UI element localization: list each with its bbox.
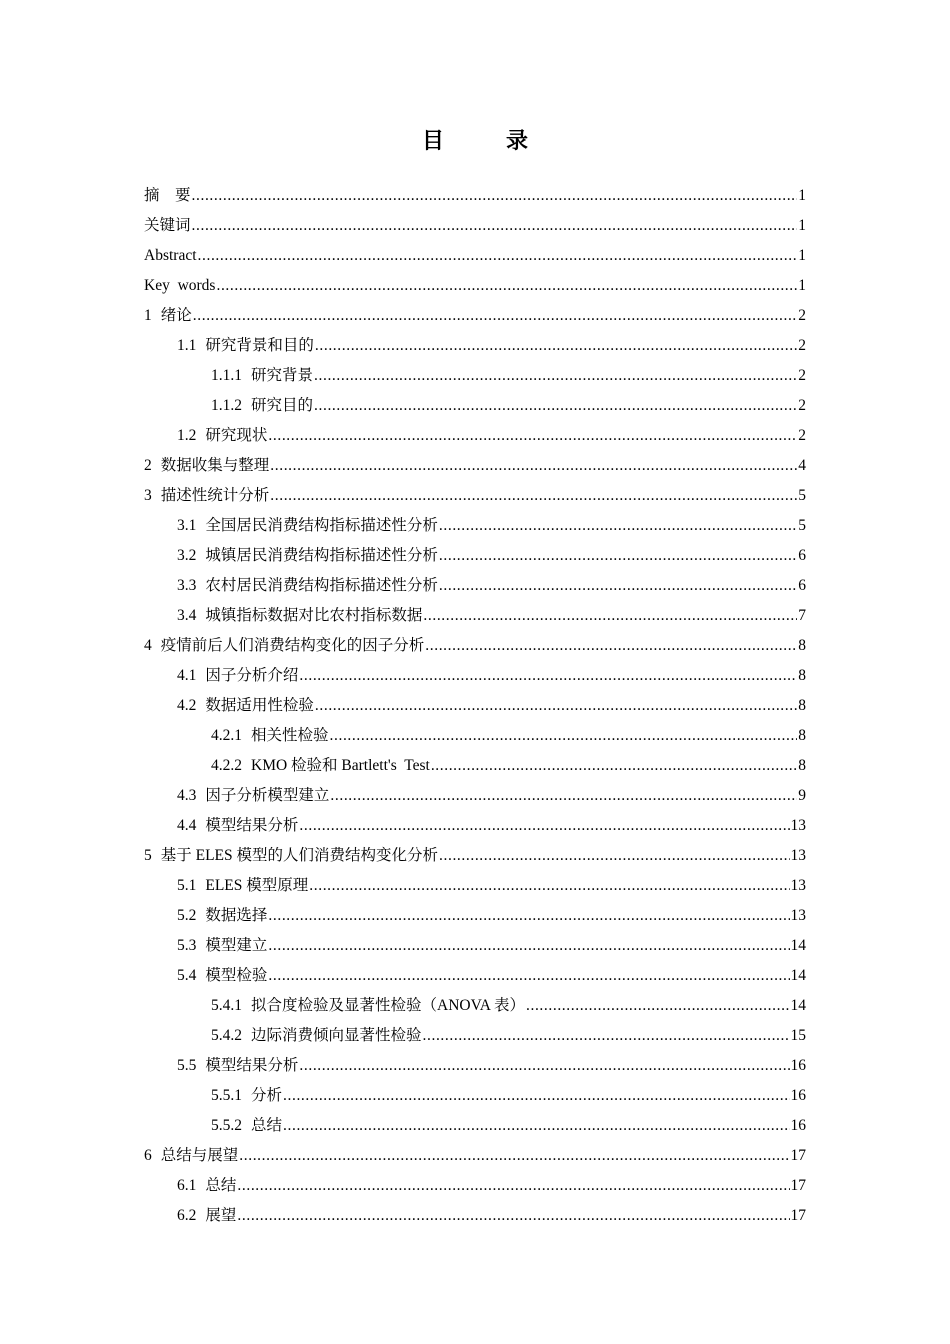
toc-entry[interactable] xyxy=(144,181,806,211)
toc-entry-page-number: 8 xyxy=(798,727,806,744)
toc-entry-number: 3.2 xyxy=(177,547,197,564)
toc-entry[interactable] xyxy=(144,841,806,871)
toc-entry-title: 城镇居民消费结构指标描述性分析 xyxy=(205,547,438,564)
dot-leader xyxy=(268,931,789,961)
dot-leader xyxy=(192,211,798,241)
toc-entry-title: 模型建立 xyxy=(205,937,268,954)
toc-entry[interactable] xyxy=(144,421,806,451)
toc-entry-number: 4.3 xyxy=(177,787,197,804)
toc-entry-title: 边际消费倾向显著性检验 xyxy=(251,1027,422,1044)
toc-entry-title: 研究背景 xyxy=(251,367,314,384)
toc-entry-page-number: 2 xyxy=(798,337,806,354)
toc-entry-page-number: 9 xyxy=(798,787,806,804)
toc-entry-title: 模型结果分析 xyxy=(205,1057,299,1074)
dot-leader xyxy=(299,661,797,691)
dot-leader xyxy=(192,181,798,211)
toc-entry-page-number: 8 xyxy=(798,667,806,684)
dot-leader xyxy=(439,511,797,541)
toc-entry-number: 1.1 xyxy=(177,337,197,354)
toc-entry[interactable] xyxy=(144,1141,806,1171)
dot-leader xyxy=(270,481,797,511)
toc-entry-page-number: 17 xyxy=(790,1177,806,1194)
toc-entry-page-number: 2 xyxy=(798,397,806,414)
toc-entry-title: 绪论 xyxy=(160,307,192,324)
toc-entry[interactable] xyxy=(144,391,806,421)
dot-leader xyxy=(315,691,797,721)
dot-leader xyxy=(239,1141,789,1171)
toc-entry[interactable] xyxy=(144,811,806,841)
toc-entry[interactable] xyxy=(144,451,806,481)
toc-entry[interactable] xyxy=(144,961,806,991)
toc-entry-number: 2 xyxy=(144,457,152,474)
toc-entry-title: 数据适用性检验 xyxy=(205,697,314,714)
dot-leader xyxy=(198,241,798,271)
toc-entry-page-number: 7 xyxy=(798,607,806,624)
dot-leader xyxy=(237,1171,789,1201)
toc-entry-title: 疫情前后人们消费结构变化的因子分析 xyxy=(160,637,425,654)
toc-entry-page-number: 16 xyxy=(790,1117,806,1134)
dot-leader xyxy=(314,391,797,421)
toc-entry[interactable] xyxy=(144,1201,806,1231)
dot-leader xyxy=(193,301,797,331)
toc-entry-number: 5.4.2 xyxy=(211,1027,242,1044)
dot-leader xyxy=(526,991,790,1021)
toc-entry-title: KMO 检验和 Bartlett's Test xyxy=(251,757,430,774)
dot-leader xyxy=(330,721,798,751)
toc-entry-title: 展望 xyxy=(205,1207,237,1224)
toc-entry-page-number: 14 xyxy=(790,937,806,954)
dot-leader xyxy=(423,601,797,631)
toc-entry-title: 数据收集与整理 xyxy=(160,457,270,474)
toc-entry-page-number: 17 xyxy=(790,1207,806,1224)
toc-entry-number: 4.4 xyxy=(177,817,197,834)
dot-leader xyxy=(431,751,797,781)
toc-entry-page-number: 1 xyxy=(798,217,806,234)
toc-entry-number: 5.3 xyxy=(177,937,197,954)
toc-entry[interactable] xyxy=(144,781,806,811)
toc-entry[interactable] xyxy=(144,691,806,721)
toc-entry-number: 4 xyxy=(144,637,152,654)
dot-leader xyxy=(270,451,797,481)
toc-entry[interactable] xyxy=(144,1021,806,1051)
toc-entry-title: 描述性统计分析 xyxy=(160,487,270,504)
toc-entry-title: 总结 xyxy=(205,1177,237,1194)
toc-entry-page-number: 17 xyxy=(790,1147,806,1164)
dot-leader xyxy=(315,331,797,361)
toc-entry-number: 5 xyxy=(144,847,152,864)
toc-entry-page-number: 5 xyxy=(798,487,806,504)
toc-entry-title: 因子分析介绍 xyxy=(205,667,299,684)
toc-entry-title: ELES 模型原理 xyxy=(205,877,309,894)
toc-entry[interactable] xyxy=(144,1051,806,1081)
dot-leader xyxy=(299,811,789,841)
toc-entry-number: 6.1 xyxy=(177,1177,197,1194)
toc-entry[interactable] xyxy=(144,571,806,601)
toc-entry-title: 模型结果分析 xyxy=(205,817,299,834)
toc-entry-title: 总结与展望 xyxy=(160,1147,239,1164)
toc-entry-number: 1.2 xyxy=(177,427,197,444)
toc-entry-title: 分析 xyxy=(251,1087,283,1104)
toc-entry-page-number: 8 xyxy=(798,637,806,654)
dot-leader xyxy=(216,271,797,301)
toc-entry[interactable] xyxy=(144,661,806,691)
toc-entry-page-number: 14 xyxy=(790,967,806,984)
toc-entry[interactable] xyxy=(144,511,806,541)
toc-entry-number: 5.4.1 xyxy=(211,997,242,1014)
toc-entry-number: 5.1 xyxy=(177,877,197,894)
toc-entry-page-number: 1 xyxy=(798,277,806,294)
toc-entry-title: 总结 xyxy=(251,1117,283,1134)
dot-leader xyxy=(439,841,789,871)
toc-entry-title: 研究目的 xyxy=(251,397,314,414)
toc-entry-number: 5.5 xyxy=(177,1057,197,1074)
toc-entry[interactable] xyxy=(144,331,806,361)
toc-entry-title: 城镇指标数据对比农村指标数据 xyxy=(205,607,423,624)
dot-leader xyxy=(299,1051,789,1081)
toc-entry[interactable] xyxy=(144,241,806,271)
toc-entry[interactable] xyxy=(144,1171,806,1201)
toc-entry-number: 3.1 xyxy=(177,517,197,534)
page-title: 目 录 xyxy=(421,128,548,153)
toc-entry-title: Key words xyxy=(144,277,216,294)
toc-entry-page-number: 14 xyxy=(790,997,806,1014)
toc-entry[interactable] xyxy=(144,481,806,511)
toc-entry-page-number: 16 xyxy=(790,1087,806,1104)
toc-entry-number: 4.1 xyxy=(177,667,197,684)
dot-leader xyxy=(439,571,797,601)
toc-entry-title: 基于 ELES 模型的人们消费结构变化分析 xyxy=(160,847,439,864)
toc-entry-page-number: 16 xyxy=(790,1057,806,1074)
toc-entry-title: 数据选择 xyxy=(205,907,268,924)
toc-entry-page-number: 2 xyxy=(798,427,806,444)
toc-entry-page-number: 1 xyxy=(798,187,806,204)
table-of-contents xyxy=(144,181,806,1231)
toc-entry-number: 4.2.1 xyxy=(211,727,242,744)
toc-entry-page-number: 5 xyxy=(798,517,806,534)
dot-leader xyxy=(314,361,797,391)
toc-entry[interactable] xyxy=(144,991,806,1021)
toc-entry-title: 关键词 xyxy=(144,217,191,234)
toc-entry-page-number: 2 xyxy=(798,367,806,384)
toc-entry-title: 相关性检验 xyxy=(251,727,329,744)
dot-leader xyxy=(283,1081,789,1111)
toc-entry-number: 1.1.1 xyxy=(211,367,242,384)
toc-entry[interactable] xyxy=(144,1111,806,1141)
dot-leader xyxy=(268,901,789,931)
dot-leader xyxy=(268,421,797,451)
toc-entry-title: Abstract xyxy=(144,247,197,264)
toc-entry-number: 3 xyxy=(144,487,152,504)
toc-entry-number: 5.5.1 xyxy=(211,1087,242,1104)
toc-entry-title: 摘 要 xyxy=(144,187,191,204)
toc-entry-page-number: 15 xyxy=(790,1027,806,1044)
toc-entry-number: 6.2 xyxy=(177,1207,197,1224)
toc-entry-page-number: 1 xyxy=(798,247,806,264)
toc-entry-number: 1.1.2 xyxy=(211,397,242,414)
toc-entry-title: 全国居民消费结构指标描述性分析 xyxy=(205,517,438,534)
toc-entry-number: 3.4 xyxy=(177,607,197,624)
toc-entry-page-number: 13 xyxy=(790,877,806,894)
toc-entry-page-number: 13 xyxy=(790,907,806,924)
toc-entry-number: 6 xyxy=(144,1147,152,1164)
dot-leader xyxy=(309,871,789,901)
toc-entry-title: 研究现状 xyxy=(205,427,268,444)
toc-entry-title: 研究背景和目的 xyxy=(205,337,314,354)
toc-entry-title: 模型检验 xyxy=(205,967,268,984)
toc-entry[interactable] xyxy=(144,901,806,931)
dot-leader xyxy=(268,961,789,991)
toc-entry[interactable] xyxy=(144,631,806,661)
toc-entry-page-number: 6 xyxy=(798,547,806,564)
dot-leader xyxy=(425,631,797,661)
dot-leader xyxy=(237,1201,789,1231)
toc-entry[interactable] xyxy=(144,361,806,391)
toc-entry[interactable] xyxy=(144,301,806,331)
toc-entry[interactable] xyxy=(144,751,806,781)
toc-entry-page-number: 4 xyxy=(798,457,806,474)
toc-entry-page-number: 13 xyxy=(790,847,806,864)
toc-entry[interactable] xyxy=(144,271,806,301)
toc-entry-title: 因子分析模型建立 xyxy=(205,787,330,804)
toc-entry-number: 4.2.2 xyxy=(211,757,242,774)
toc-entry-page-number: 8 xyxy=(798,697,806,714)
toc-entry-number: 3.3 xyxy=(177,577,197,594)
toc-entry[interactable] xyxy=(144,1081,806,1111)
toc-entry-page-number: 2 xyxy=(798,307,806,324)
toc-entry[interactable] xyxy=(144,721,806,751)
dot-leader xyxy=(439,541,797,571)
toc-entry[interactable] xyxy=(144,931,806,961)
toc-entry-title: 拟合度检验及显著性检验（ANOVA 表） xyxy=(251,997,525,1014)
toc-entry[interactable] xyxy=(144,211,806,241)
dot-leader xyxy=(283,1111,789,1141)
toc-entry-page-number: 8 xyxy=(798,757,806,774)
toc-entry-number: 5.2 xyxy=(177,907,197,924)
toc-entry-page-number: 13 xyxy=(790,817,806,834)
toc-entry-number: 5.5.2 xyxy=(211,1117,242,1134)
toc-entry-title: 农村居民消费结构指标描述性分析 xyxy=(205,577,438,594)
toc-entry-page-number: 6 xyxy=(798,577,806,594)
dot-leader xyxy=(330,781,797,811)
toc-entry-number: 4.2 xyxy=(177,697,197,714)
toc-entry[interactable] xyxy=(144,601,806,631)
dot-leader xyxy=(423,1021,790,1051)
toc-entry[interactable] xyxy=(144,541,806,571)
toc-entry[interactable] xyxy=(144,871,806,901)
toc-entry-number: 1 xyxy=(144,307,152,324)
toc-entry-number: 5.4 xyxy=(177,967,197,984)
